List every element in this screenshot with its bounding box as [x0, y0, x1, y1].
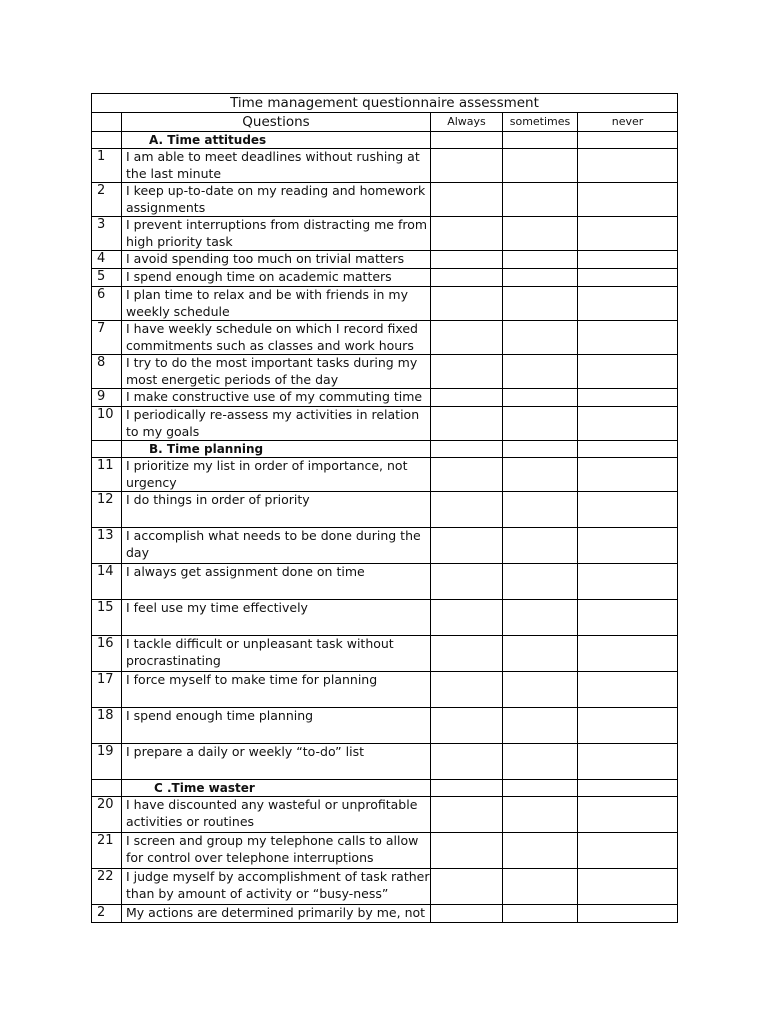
- never-answer-cell[interactable]: [578, 389, 678, 407]
- never-answer-cell[interactable]: [578, 744, 678, 780]
- sometimes-answer-cell[interactable]: [503, 905, 578, 923]
- question-text: I always get assignment done on time: [122, 564, 431, 600]
- question-text: I spend enough time planning: [122, 708, 431, 744]
- never-answer-cell[interactable]: [578, 672, 678, 708]
- never-answer-cell[interactable]: [578, 797, 678, 833]
- never-answer-cell[interactable]: [578, 600, 678, 636]
- sometimes-answer-cell[interactable]: [503, 321, 578, 355]
- always-answer-cell[interactable]: [431, 905, 503, 923]
- always-answer-cell[interactable]: [431, 528, 503, 564]
- never-answer-cell[interactable]: [578, 287, 678, 321]
- question-text: I keep up-to-date on my reading and homework assignments: [122, 183, 431, 217]
- never-answer-cell[interactable]: [578, 833, 678, 869]
- question-number: 20: [92, 797, 122, 833]
- sometimes-answer-cell[interactable]: [503, 217, 578, 251]
- question-number: 1: [92, 149, 122, 183]
- always-answer-cell[interactable]: [431, 708, 503, 744]
- question-row: [92, 149, 678, 183]
- question-text: I feel use my time effectively: [122, 600, 431, 636]
- question-text: I make constructive use of my commuting time: [122, 389, 431, 407]
- sometimes-answer-cell[interactable]: [503, 441, 578, 458]
- always-answer-cell[interactable]: [431, 269, 503, 287]
- section-heading-text: B. Time planning: [149, 442, 264, 456]
- always-answer-cell[interactable]: [431, 780, 503, 797]
- question-text: I am able to meet deadlines without rushing at the last minute: [122, 149, 431, 183]
- question-number: 11: [92, 458, 122, 492]
- question-text: I do things in order of priority: [122, 492, 431, 528]
- sometimes-answer-cell[interactable]: [503, 287, 578, 321]
- always-answer-cell[interactable]: [431, 797, 503, 833]
- never-answer-cell[interactable]: [578, 528, 678, 564]
- question-row: [92, 869, 678, 905]
- question-row: [92, 636, 678, 672]
- never-answer-cell[interactable]: [578, 355, 678, 389]
- always-answer-cell[interactable]: [431, 287, 503, 321]
- sometimes-answer-cell[interactable]: [503, 132, 578, 149]
- question-row: [92, 564, 678, 600]
- always-answer-cell[interactable]: [431, 321, 503, 355]
- always-answer-cell[interactable]: [431, 217, 503, 251]
- question-row: [92, 321, 678, 355]
- sometimes-answer-cell[interactable]: [503, 744, 578, 780]
- never-answer-cell[interactable]: [578, 441, 678, 458]
- never-answer-cell[interactable]: [578, 183, 678, 217]
- always-answer-cell[interactable]: [431, 251, 503, 269]
- sometimes-answer-cell[interactable]: [503, 389, 578, 407]
- section-number-cell: [92, 780, 122, 797]
- question-row: [92, 287, 678, 321]
- question-text: I force myself to make time for planning: [122, 672, 431, 708]
- question-number: 9: [92, 389, 122, 407]
- sometimes-answer-cell[interactable]: [503, 528, 578, 564]
- always-answer-cell[interactable]: [431, 833, 503, 869]
- sometimes-answer-cell[interactable]: [503, 708, 578, 744]
- question-row: [92, 528, 678, 564]
- question-text: I judge myself by accomplishment of task rather than by amount of activity or “busy-ness”: [122, 869, 431, 905]
- sometimes-answer-cell[interactable]: [503, 251, 578, 269]
- question-number: 18: [92, 708, 122, 744]
- question-text: I spend enough time on academic matters: [122, 269, 431, 287]
- section-row: [92, 780, 678, 797]
- section-heading: [122, 441, 431, 458]
- question-row: [92, 251, 678, 269]
- questions-column-header: Questions: [122, 113, 431, 132]
- always-answer-cell[interactable]: [431, 564, 503, 600]
- question-text: I accomplish what needs to be done during the day: [122, 528, 431, 564]
- question-number: 8: [92, 355, 122, 389]
- question-number: 2: [92, 905, 122, 923]
- always-answer-cell[interactable]: [431, 441, 503, 458]
- section-heading-text: A. Time attitudes: [149, 133, 267, 147]
- always-answer-cell[interactable]: [431, 492, 503, 528]
- sometimes-answer-cell[interactable]: [503, 149, 578, 183]
- table-title: Time management questionnaire assessment: [92, 94, 678, 113]
- question-number: 13: [92, 528, 122, 564]
- always-column-header: Always: [431, 113, 503, 132]
- question-number: 7: [92, 321, 122, 355]
- never-answer-cell[interactable]: [578, 636, 678, 672]
- question-row: [92, 833, 678, 869]
- sometimes-answer-cell[interactable]: [503, 833, 578, 869]
- question-text: I have weekly schedule on which I record fixed commitments such as classes and work hours: [122, 321, 431, 355]
- section-heading: [122, 132, 431, 149]
- never-answer-cell[interactable]: [578, 149, 678, 183]
- always-answer-cell[interactable]: [431, 355, 503, 389]
- sometimes-answer-cell[interactable]: [503, 869, 578, 905]
- question-row: [92, 407, 678, 441]
- always-answer-cell[interactable]: [431, 744, 503, 780]
- never-answer-cell[interactable]: [578, 269, 678, 287]
- question-row: [92, 389, 678, 407]
- question-row: [92, 672, 678, 708]
- question-number: 17: [92, 672, 122, 708]
- question-number: 16: [92, 636, 122, 672]
- question-text: I screen and group my telephone calls to allow for control over telephone interruptions: [122, 833, 431, 869]
- always-answer-cell[interactable]: [431, 600, 503, 636]
- question-row: [92, 183, 678, 217]
- question-row: [92, 492, 678, 528]
- question-number: 14: [92, 564, 122, 600]
- question-number: 12: [92, 492, 122, 528]
- always-answer-cell[interactable]: [431, 458, 503, 492]
- always-answer-cell[interactable]: [431, 149, 503, 183]
- header-row: [92, 113, 678, 132]
- question-row: [92, 269, 678, 287]
- never-answer-cell[interactable]: [578, 905, 678, 923]
- always-answer-cell[interactable]: [431, 132, 503, 149]
- question-row: [92, 458, 678, 492]
- never-answer-cell[interactable]: [578, 321, 678, 355]
- section-row: [92, 132, 678, 149]
- sometimes-answer-cell[interactable]: [503, 564, 578, 600]
- sometimes-answer-cell[interactable]: [503, 780, 578, 797]
- sometimes-answer-cell[interactable]: [503, 600, 578, 636]
- never-answer-cell[interactable]: [578, 132, 678, 149]
- question-text: I tackle difficult or unpleasant task without procrastinating: [122, 636, 431, 672]
- never-answer-cell[interactable]: [578, 780, 678, 797]
- never-answer-cell[interactable]: [578, 251, 678, 269]
- section-row: [92, 441, 678, 458]
- question-number: 6: [92, 287, 122, 321]
- always-answer-cell[interactable]: [431, 183, 503, 217]
- question-text: I prepare a daily or weekly “to-do” list: [122, 744, 431, 780]
- never-answer-cell[interactable]: [578, 217, 678, 251]
- always-answer-cell[interactable]: [431, 389, 503, 407]
- question-row: [92, 797, 678, 833]
- question-text: I periodically re-assess my activities in relation to my goals: [122, 407, 431, 441]
- sometimes-answer-cell[interactable]: [503, 183, 578, 217]
- never-answer-cell[interactable]: [578, 492, 678, 528]
- question-row: [92, 600, 678, 636]
- question-text: I try to do the most important tasks during my most energetic periods of the day: [122, 355, 431, 389]
- sometimes-answer-cell[interactable]: [503, 672, 578, 708]
- sometimes-answer-cell[interactable]: [503, 636, 578, 672]
- section-heading-text: C .Time waster: [154, 781, 255, 795]
- title-row: [92, 94, 678, 113]
- section-number-cell: [92, 132, 122, 149]
- sometimes-answer-cell[interactable]: [503, 355, 578, 389]
- always-answer-cell[interactable]: [431, 636, 503, 672]
- question-number: 22: [92, 869, 122, 905]
- always-answer-cell[interactable]: [431, 407, 503, 441]
- question-text: My actions are determined primarily by me, not: [122, 905, 431, 923]
- always-answer-cell[interactable]: [431, 672, 503, 708]
- section-number-cell: [92, 441, 122, 458]
- question-number: 4: [92, 251, 122, 269]
- question-row: [92, 708, 678, 744]
- never-answer-cell[interactable]: [578, 869, 678, 905]
- sometimes-answer-cell[interactable]: [503, 407, 578, 441]
- question-text: I prioritize my list in order of importance, not urgency: [122, 458, 431, 492]
- question-row: [92, 217, 678, 251]
- question-number: 10: [92, 407, 122, 441]
- question-text: I prevent interruptions from distracting me from high priority task: [122, 217, 431, 251]
- sometimes-answer-cell[interactable]: [503, 269, 578, 287]
- never-answer-cell[interactable]: [578, 564, 678, 600]
- sometimes-answer-cell[interactable]: [503, 492, 578, 528]
- never-column-header: never: [578, 113, 678, 132]
- question-row: [92, 355, 678, 389]
- number-column-header: [92, 113, 122, 132]
- question-row: [92, 744, 678, 780]
- never-answer-cell[interactable]: [578, 458, 678, 492]
- question-number: 19: [92, 744, 122, 780]
- question-number: 5: [92, 269, 122, 287]
- question-number: 2: [92, 183, 122, 217]
- sometimes-answer-cell[interactable]: [503, 797, 578, 833]
- sometimes-answer-cell[interactable]: [503, 458, 578, 492]
- always-answer-cell[interactable]: [431, 869, 503, 905]
- question-text: I avoid spending too much on trivial matters: [122, 251, 431, 269]
- questionnaire-table: [91, 93, 678, 923]
- question-number: 3: [92, 217, 122, 251]
- sometimes-column-header: sometimes: [503, 113, 578, 132]
- question-number: 21: [92, 833, 122, 869]
- question-row: [92, 905, 678, 923]
- question-text: I plan time to relax and be with friends in my weekly schedule: [122, 287, 431, 321]
- never-answer-cell[interactable]: [578, 407, 678, 441]
- question-number: 15: [92, 600, 122, 636]
- question-text: I have discounted any wasteful or unprofitable activities or routines: [122, 797, 431, 833]
- section-heading: [122, 780, 431, 797]
- never-answer-cell[interactable]: [578, 708, 678, 744]
